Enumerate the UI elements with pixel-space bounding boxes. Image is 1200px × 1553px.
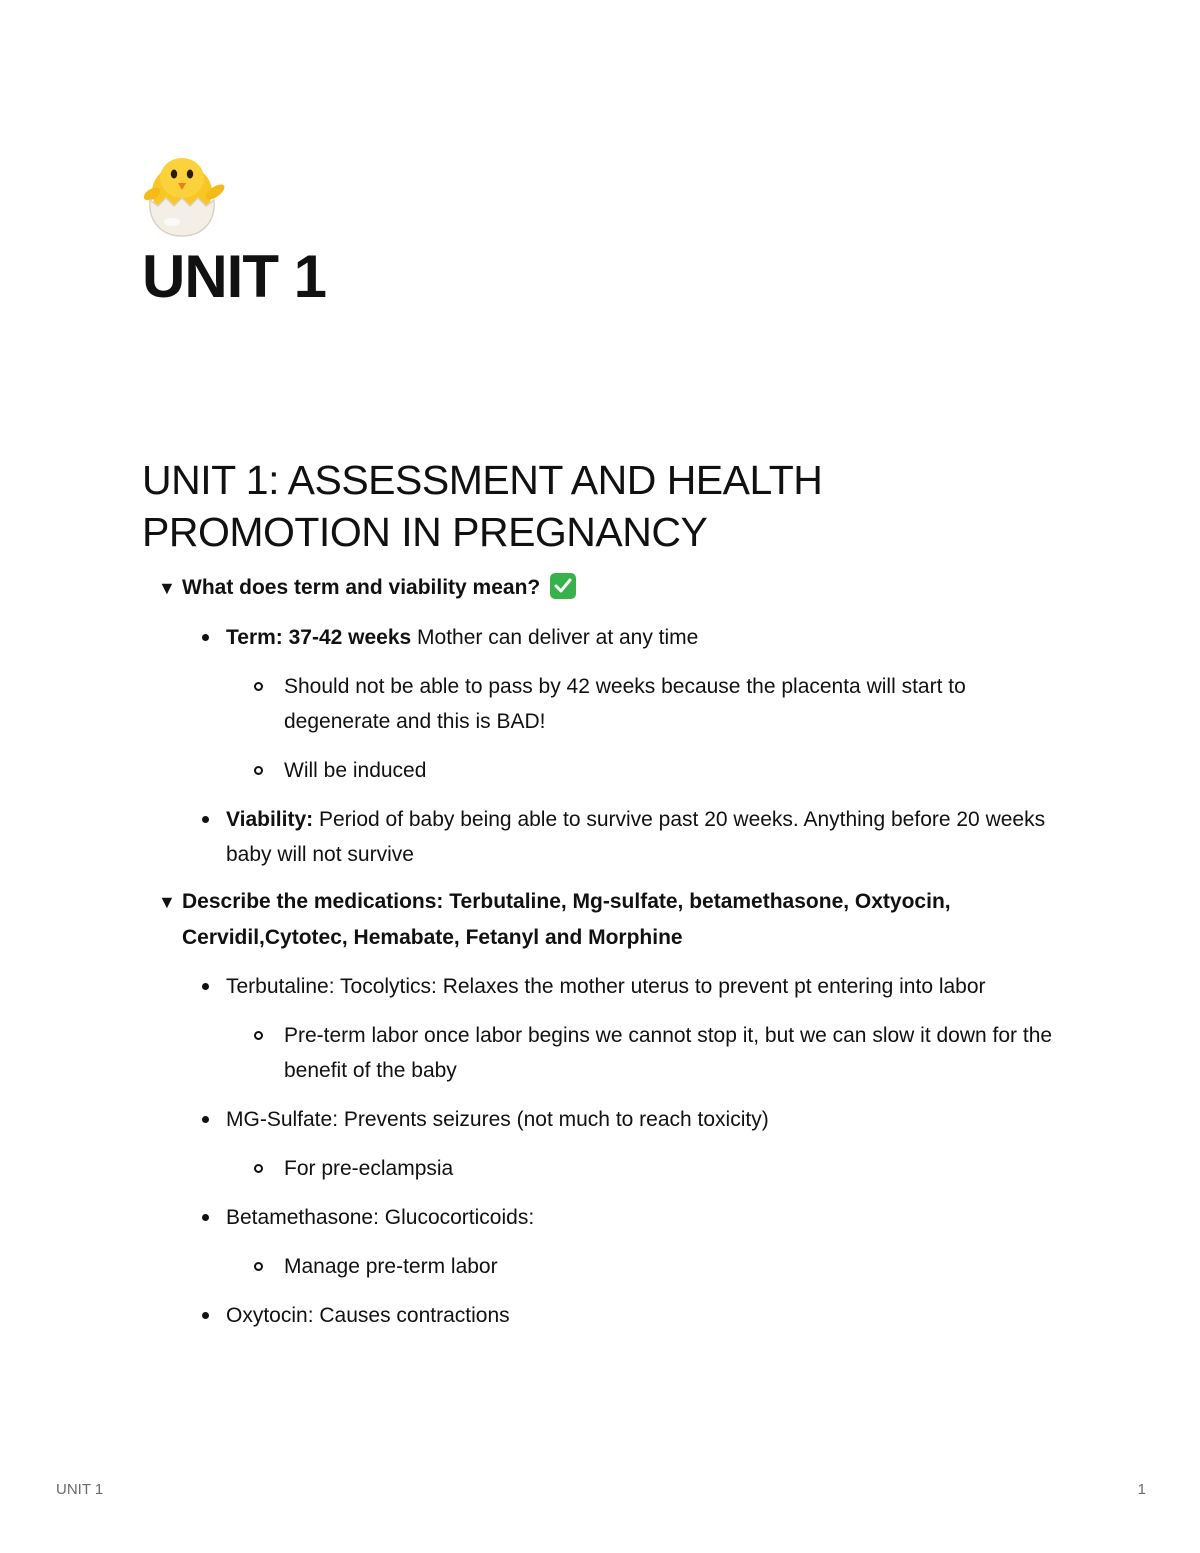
sub-list xyxy=(226,1018,1072,1088)
hollow-bullet-icon xyxy=(254,1262,263,1271)
footer-page-name: UNIT 1 xyxy=(56,1481,104,1498)
bullet-icon xyxy=(202,983,209,990)
list-item-text: Oxytocin: Causes contractions xyxy=(226,1304,510,1327)
hollow-bullet-icon xyxy=(254,682,263,691)
bullet-icon xyxy=(202,1312,209,1319)
sub-list-item-text: Pre-term labor once labor begins we cannot stop it, but we can slow it down for the benefit of the baby xyxy=(284,1024,1053,1082)
list-item xyxy=(210,1298,1072,1333)
sub-list-item xyxy=(268,1151,1072,1186)
list-item-bold: Term: 37-42 weeks xyxy=(226,626,412,649)
sub-list xyxy=(226,669,1072,788)
sub-list-item xyxy=(268,669,1072,739)
sub-list-item-text: Should not be able to pass by 42 weeks because the placenta will start to degenerate and this is BAD! xyxy=(284,675,966,733)
page-content xyxy=(142,148,1072,1333)
hatching-chick-icon xyxy=(142,148,228,238)
list-item-text: Mother can deliver at any time xyxy=(411,626,699,649)
toggle-medications-list xyxy=(158,969,1072,1333)
toggle-medications xyxy=(158,884,1072,1333)
toggle-term-viability xyxy=(158,570,1072,872)
hollow-bullet-icon xyxy=(254,1164,263,1173)
list-item-text: Period of baby being able to survive past 20 weeks. Anything before 20 weeks baby will not survive xyxy=(226,808,1046,866)
sub-list-item-text: Will be induced xyxy=(284,759,427,782)
list-item xyxy=(210,802,1072,872)
sub-list-item xyxy=(268,1018,1072,1088)
toggle-arrow-icon[interactable]: ▼ xyxy=(158,892,176,912)
toggle-arrow-icon[interactable]: ▼ xyxy=(158,578,176,598)
sub-list-item-text: For pre-eclampsia xyxy=(284,1157,454,1180)
sub-list xyxy=(226,1249,1072,1284)
footer-page-number: 1 xyxy=(1137,1481,1146,1498)
list-item-bold: Viability: xyxy=(226,808,314,831)
check-mark-icon xyxy=(550,573,576,599)
toggle-title: Describe the medications: Terbutaline, Mg-sulfate, betamethasone, Oxtyocin, Cervidil,Cytotec, Hemabate, Fetanyl and Morphine xyxy=(182,890,951,949)
list-item-text: Betamethasone: Glucocorticoids: xyxy=(226,1206,535,1229)
bullet-icon xyxy=(202,1214,209,1221)
sub-list-item xyxy=(268,753,1072,788)
toggle-term-viability-list xyxy=(158,620,1072,872)
list-item xyxy=(210,1200,1072,1284)
bullet-icon xyxy=(202,634,209,641)
sub-list-item xyxy=(268,1249,1072,1284)
list-item xyxy=(210,969,1072,1088)
list-item xyxy=(210,1102,1072,1186)
bullet-icon xyxy=(202,816,209,823)
toggle-title: What does term and viability mean? xyxy=(182,576,541,599)
sub-list xyxy=(226,1151,1072,1186)
hollow-bullet-icon xyxy=(254,766,263,775)
bullet-icon xyxy=(202,1116,209,1123)
section-heading: UNIT 1: ASSESSMENT AND HEALTH PROMOTION IN PREGNANCY xyxy=(142,457,823,555)
hollow-bullet-icon xyxy=(254,1031,263,1040)
list-item xyxy=(210,620,1072,788)
page-title: UNIT 1 xyxy=(142,243,327,310)
toggle-medications-summary[interactable] xyxy=(158,884,1072,955)
sub-list-item-text: Manage pre-term labor xyxy=(284,1255,498,1278)
list-item-text: Terbutaline: Tocolytics: Relaxes the mother uterus to prevent pt entering into labor xyxy=(226,975,986,998)
list-item-text: MG-Sulfate: Prevents seizures (not much to reach toxicity) xyxy=(226,1108,769,1131)
toggle-term-viability-summary[interactable] xyxy=(158,570,1072,606)
